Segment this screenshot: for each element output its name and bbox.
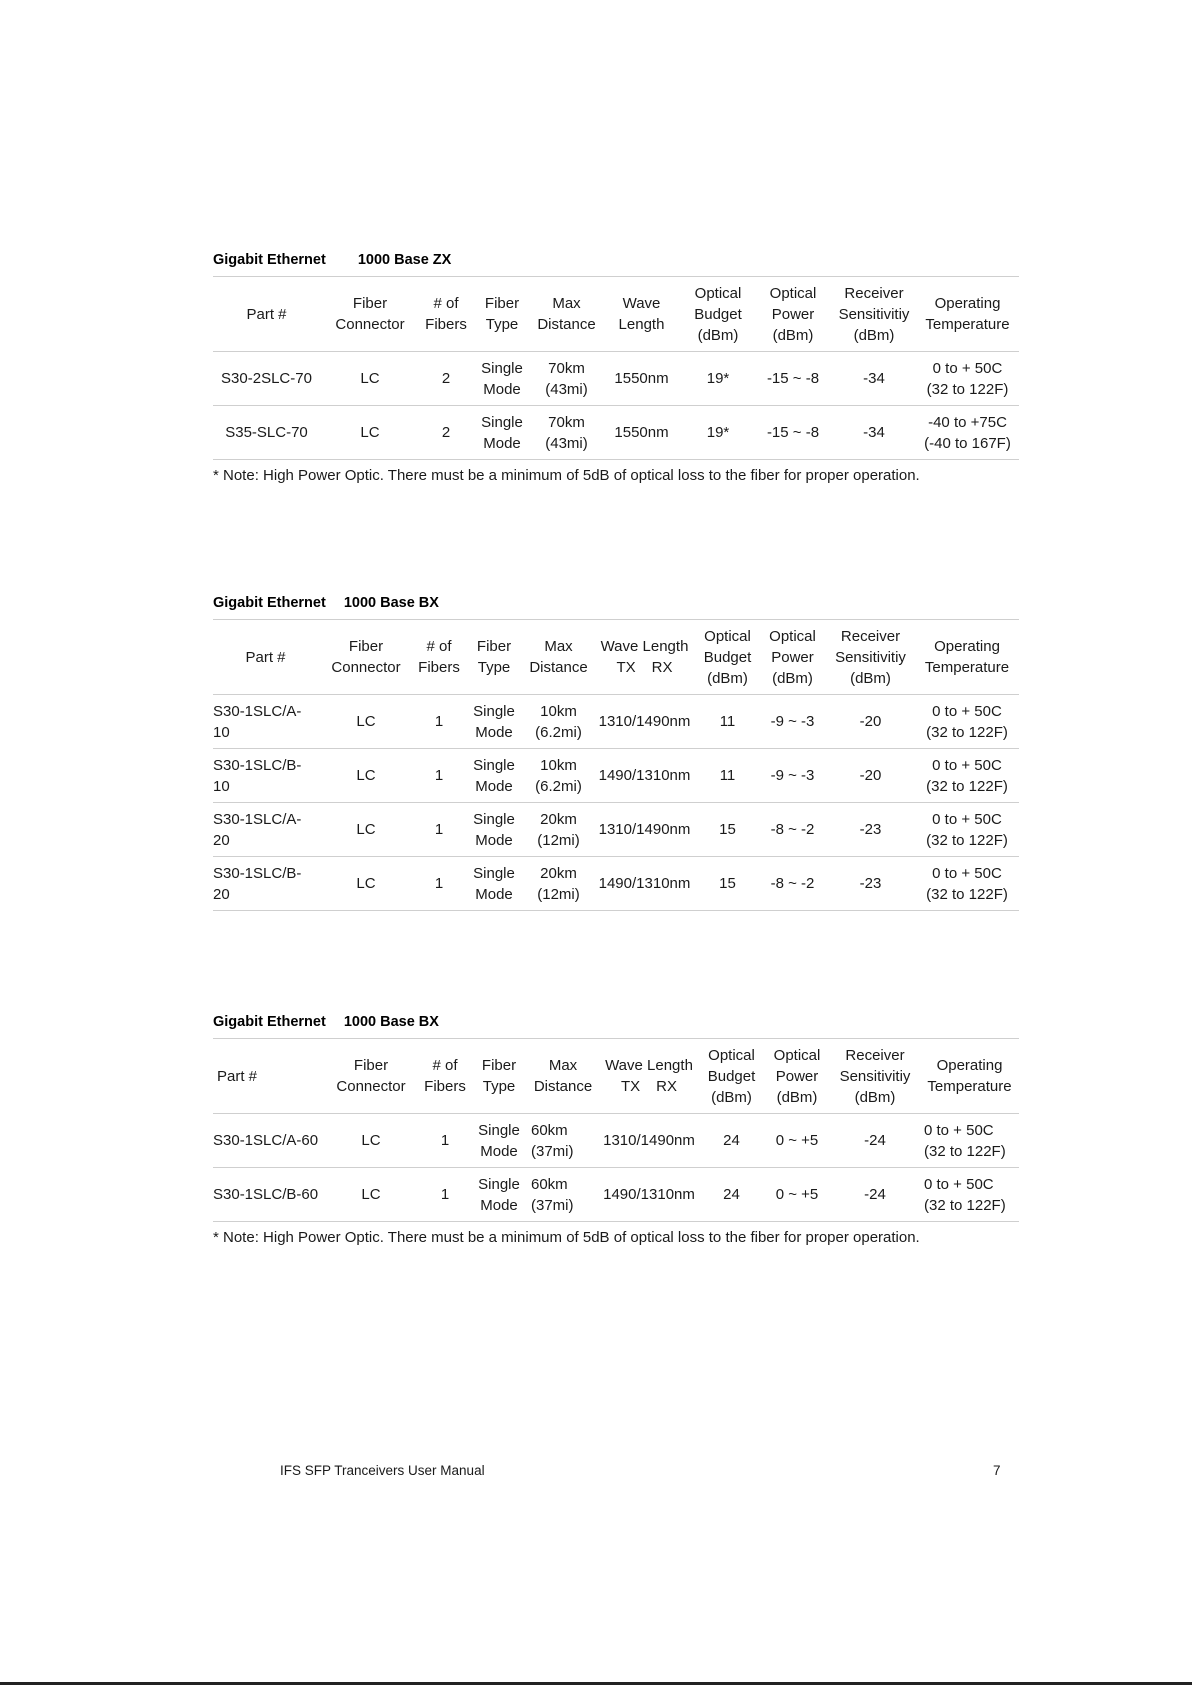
table-row [213,1168,1019,1222]
cell-power: -8 ~ -2 [759,857,826,911]
cell-type: Single Mode [471,1168,527,1222]
header-power: Optical Power (dBm) [764,1039,830,1114]
header-budget: Optical Budget (dBm) [696,620,759,695]
section-subtitle: 1000 Base ZX [357,252,452,268]
cell-wave: 1490/1310nm [593,857,696,911]
section-title-text: Gigabit Ethernet [213,252,326,268]
cell-sensitivity: -24 [830,1168,920,1222]
cell-connector: LC [320,352,420,406]
header-wave: Wave Length TX RX [599,1039,699,1114]
cell-sensitivity: -23 [826,857,915,911]
cell-wave: 1310/1490nm [593,803,696,857]
table-row [213,1114,1019,1168]
cell-connector: LC [323,1168,419,1222]
cell-budget: 24 [699,1114,764,1168]
cell-temperature: 0 to + 50C (32 to 122F) [915,857,1019,911]
cell-temperature: 0 to + 50C (32 to 122F) [915,695,1019,749]
header-connector: Fiber Connector [323,1039,419,1114]
header-sensitivity: Receiver Sensitivitiy (dBm) [830,1039,920,1114]
cell-distance: 20km (12mi) [524,857,593,911]
header-budget: Optical Budget (dBm) [699,1039,764,1114]
table-row [213,857,1019,911]
cell-fibers: 1 [414,803,464,857]
section-subtitle: 1000 Base BX [343,1014,439,1030]
cell-type: Single Mode [472,406,532,460]
section-title-zx [213,252,451,268]
header-temperature: Operating Temperature [920,1039,1019,1114]
header-type: Fiber Type [472,277,532,352]
cell-sensitivity: -20 [826,695,915,749]
header-part: Part # [213,620,318,695]
cell-distance: 20km (12mi) [524,803,593,857]
cell-fibers: 2 [420,406,472,460]
cell-temperature: 0 to + 50C (32 to 122F) [920,1168,1019,1222]
cell-wave: 1550nm [601,406,682,460]
cell-power: -9 ~ -3 [759,749,826,803]
cell-wave: 1310/1490nm [599,1114,699,1168]
header-budget: Optical Budget (dBm) [682,277,754,352]
cell-budget: 15 [696,857,759,911]
cell-connector: LC [320,406,420,460]
table-header-row [213,1039,1019,1114]
header-sensitivity: Receiver Sensitivitiy (dBm) [826,620,915,695]
cell-type: Single Mode [464,857,524,911]
cell-part: S30-1SLC/A-60 [213,1114,323,1168]
cell-power: 0 ~ +5 [764,1114,830,1168]
header-type: Fiber Type [471,1039,527,1114]
cell-part: S30-1SLC/A-10 [213,695,318,749]
cell-wave: 1490/1310nm [593,749,696,803]
spec-table-zx [213,276,1019,460]
cell-power: -15 ~ -8 [754,352,832,406]
table-header-row [213,277,1019,352]
cell-part: S35-SLC-70 [213,406,320,460]
section-title-text: Gigabit Ethernet [213,595,326,611]
cell-connector: LC [318,803,414,857]
header-part: Part # [213,1039,323,1114]
cell-budget: 11 [696,695,759,749]
cell-power: -15 ~ -8 [754,406,832,460]
spec-table-bx-2 [213,1038,1019,1222]
cell-fibers: 1 [419,1168,471,1222]
cell-part: S30-1SLC/B-20 [213,857,318,911]
header-power: Optical Power (dBm) [759,620,826,695]
cell-sensitivity: -34 [832,406,916,460]
cell-power: -9 ~ -3 [759,695,826,749]
header-distance: Max Distance [527,1039,599,1114]
cell-wave: 1310/1490nm [593,695,696,749]
table-row [213,352,1019,406]
header-distance: Max Distance [532,277,601,352]
cell-fibers: 1 [414,695,464,749]
cell-type: Single Mode [464,749,524,803]
header-connector: Fiber Connector [318,620,414,695]
cell-part: S30-1SLC/A-20 [213,803,318,857]
cell-sensitivity: -24 [830,1114,920,1168]
header-type: Fiber Type [464,620,524,695]
header-wave: Wave Length [601,277,682,352]
cell-connector: LC [318,857,414,911]
cell-distance: 70km (43mi) [532,352,601,406]
cell-budget: 19* [682,406,754,460]
cell-type: Single Mode [472,352,532,406]
header-sensitivity: Receiver Sensitivitiy (dBm) [832,277,916,352]
cell-part: S30-1SLC/B-10 [213,749,318,803]
cell-budget: 11 [696,749,759,803]
cell-type: Single Mode [471,1114,527,1168]
header-fibers: # of Fibers [420,277,472,352]
section-title-bx-1 [213,595,439,611]
table-row [213,695,1019,749]
cell-fibers: 1 [419,1114,471,1168]
cell-wave: 1490/1310nm [599,1168,699,1222]
cell-temperature: 0 to + 50C (32 to 122F) [915,749,1019,803]
header-connector: Fiber Connector [320,277,420,352]
cell-temperature: -40 to +75C (-40 to 167F) [916,406,1019,460]
footer-manual-title: IFS SFP Tranceivers User Manual [280,1463,485,1478]
cell-connector: LC [323,1114,419,1168]
cell-fibers: 1 [414,749,464,803]
section-title-text: Gigabit Ethernet [213,1014,326,1030]
header-fibers: # of Fibers [419,1039,471,1114]
section-title-bx-2 [213,1014,439,1030]
cell-distance: 70km (43mi) [532,406,601,460]
spec-table-bx-1 [213,619,1019,911]
header-fibers: # of Fibers [414,620,464,695]
table-row [213,803,1019,857]
section-subtitle: 1000 Base BX [343,595,439,611]
header-wave: Wave Length TX RX [593,620,696,695]
cell-sensitivity: -23 [826,803,915,857]
table-header-row [213,620,1019,695]
note-zx: * Note: High Power Optic. There must be a minimum of 5dB of optical loss to the fiber for proper operation. [213,467,920,484]
cell-budget: 15 [696,803,759,857]
header-distance: Max Distance [524,620,593,695]
footer-page-number: 7 [993,1463,1001,1478]
cell-temperature: 0 to + 50C (32 to 122F) [915,803,1019,857]
cell-sensitivity: -20 [826,749,915,803]
cell-sensitivity: -34 [832,352,916,406]
cell-fibers: 2 [420,352,472,406]
note-bx: * Note: High Power Optic. There must be a minimum of 5dB of optical loss to the fiber for proper operation. [213,1229,920,1246]
cell-fibers: 1 [414,857,464,911]
cell-type: Single Mode [464,695,524,749]
cell-distance: 10km (6.2mi) [524,695,593,749]
cell-connector: LC [318,749,414,803]
cell-distance: 60km (37mi) [527,1168,599,1222]
cell-wave: 1550nm [601,352,682,406]
cell-distance: 10km (6.2mi) [524,749,593,803]
header-temperature: Operating Temperature [916,277,1019,352]
cell-distance: 60km (37mi) [527,1114,599,1168]
cell-budget: 19* [682,352,754,406]
cell-temperature: 0 to + 50C (32 to 122F) [916,352,1019,406]
cell-budget: 24 [699,1168,764,1222]
cell-type: Single Mode [464,803,524,857]
cell-connector: LC [318,695,414,749]
header-temperature: Operating Temperature [915,620,1019,695]
cell-power: -8 ~ -2 [759,803,826,857]
cell-part: S30-1SLC/B-60 [213,1168,323,1222]
table-row [213,406,1019,460]
header-power: Optical Power (dBm) [754,277,832,352]
cell-temperature: 0 to + 50C (32 to 122F) [920,1114,1019,1168]
header-part: Part # [213,277,320,352]
cell-part: S30-2SLC-70 [213,352,320,406]
cell-power: 0 ~ +5 [764,1168,830,1222]
table-row [213,749,1019,803]
